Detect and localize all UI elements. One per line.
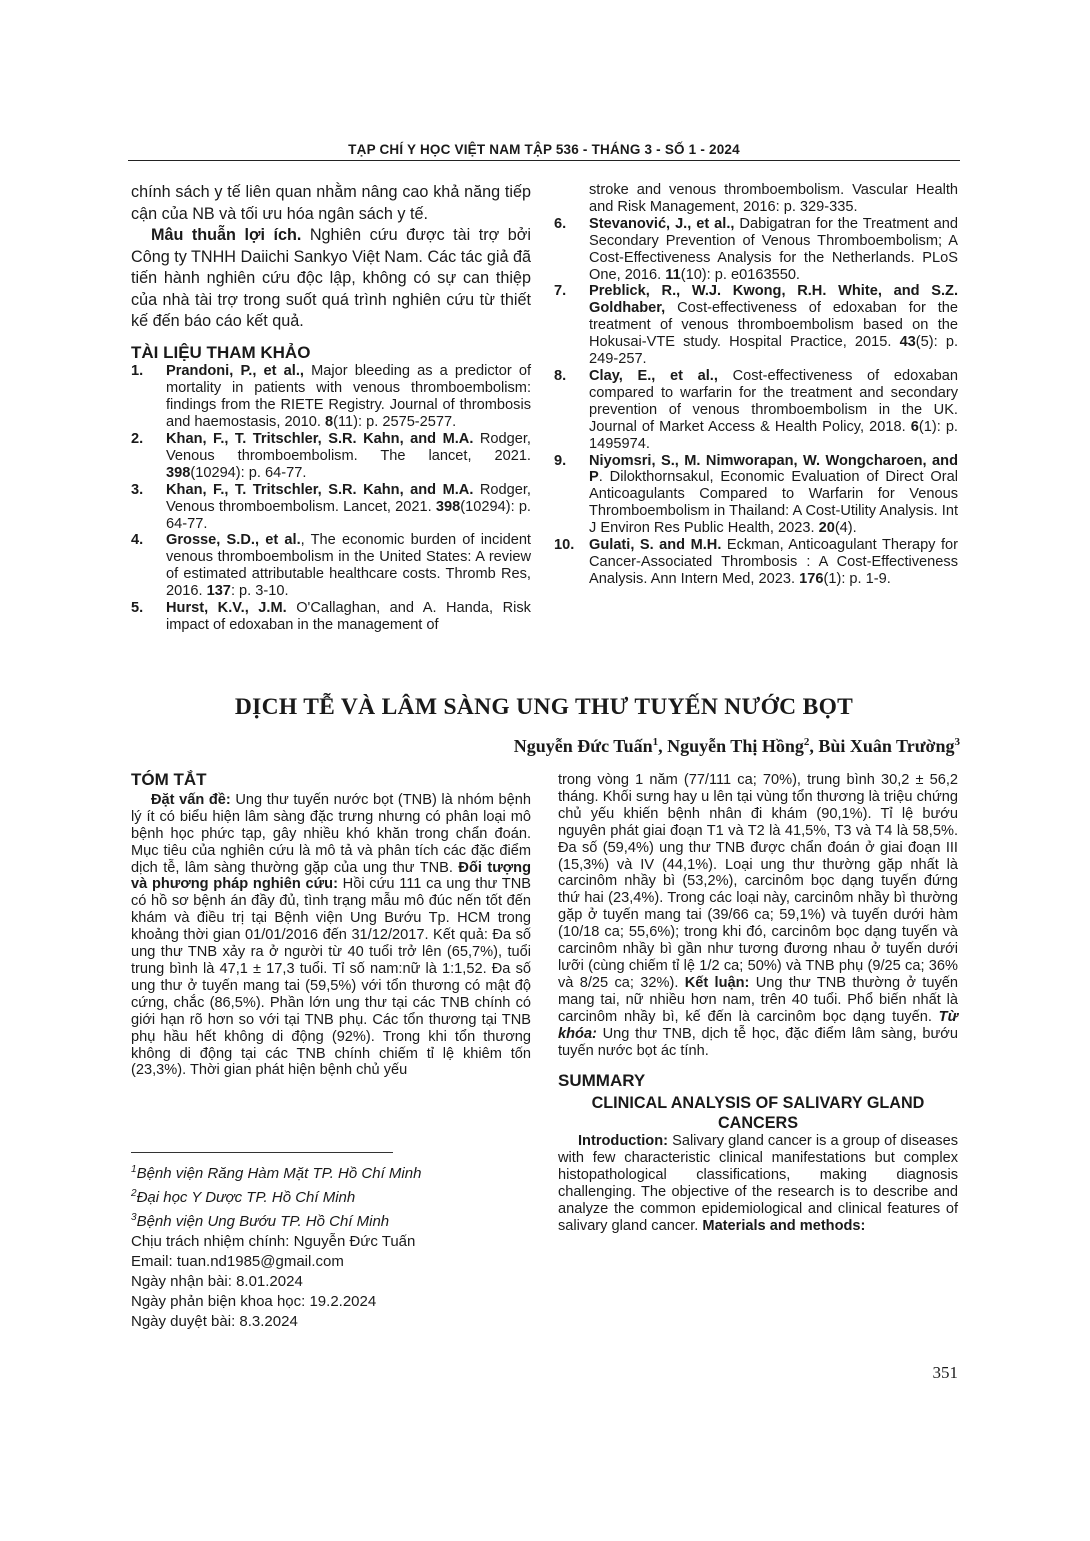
reference-pages: (1): p. 1495974. [589,418,958,452]
reference-text: Cost-effectiveness of edoxaban compared to warfarin for the treatment and secondary prevention of venous thromboembolism in the UK. Journal of Market Access & Health Policy, 2018. [589,367,958,435]
abstract-text: Ung thư TNB thường ở tuyến mang tai, nữ nhiều hơn nam, trên 40 tuổi. Phổ biến nhất là carcinôm nhầy bì, kế đến là carcinôm bọc dạng tuyến. [558,974,958,1025]
abstract-paragraph-continued [558,772,958,1059]
reference-volume: 398 [166,464,191,481]
keywords-text: Ung thư TNB, dịch tễ học, đặc điểm lâm sàng, bướu tuyến nước bọt ác tính. [558,1025,958,1059]
reference-item [554,368,958,453]
reference-authors: Grosse, S.D., et al. [166,532,301,549]
reference-authors: Clay, E., et al., [589,367,718,384]
received-date: Ngày nhận bài: 8.01.2024 [131,1273,303,1290]
author-name: Nguyễn Đức Tuấn [513,736,653,756]
author-email: Email: tuan.nd1985@gmail.com [131,1253,344,1270]
references-heading: TÀI LIỆU THAM KHẢO [131,342,311,362]
keywords-label: Từ khóa: [558,1008,958,1042]
abstract-text: trong vòng 1 năm (77/111 ca; 70%), trung bình 30,2 ± 56,2 tháng. Khối sưng hay u lên tại vùng tổn thương là triệu chứng chủ yếu khiến bệnh nhân đi khám (90,1%). Tỉ lệ bướu nguyên phát giai đoạn T1 và T2 là 41,5%, T3 và T4 là 58,5%. Đa số (59,4%) ung thư TNB được chẩn đoán ở giai đoạn III (15,3%) và IV (44,1%). Loại ung thư thường gặp nhất là carcinôm nhầy bì (53,2%), carcinôm bọc dạng tuyến đứng thứ hai (23,4%). Trong các loại này, carcinôm nhầy bì thường gặp ở tuyến mang tai (39/66 ca; 59,1%) và tuyến dưới hàm (10/18 ca; 55,6%); trong khi đó, carcinôm bọc dạng tuyến và carcinôm nhầy bì gần như tương đương nhau ở tuyến dưới lưỡi (cùng chiếm tỉ lệ 1/2 ca; 50%) và TNB phụ (9/25 ca; 36% và 8/25 ca; 32%). [558,772,958,991]
reference-number: 6. [554,215,567,232]
reference-item [131,600,531,634]
author-affiliation-mark: 3 [954,736,960,748]
references-list-left [131,363,531,634]
reference-volume: 6 [910,418,919,435]
reference-number: 2. [131,431,144,448]
reference-pages: (10294): p. 64-77. [166,498,531,532]
header-rule [128,160,960,161]
reference-number: 9. [554,452,567,469]
reference-text: Cost-effectiveness of edoxaban for the treatment of venous thromboembolism based on the Hokusai-VTE study. Hospital Practice, 2015. [589,300,958,351]
reference-number: 5. [131,600,144,617]
prev-article-left-column [131,182,531,634]
reference-pages: (10294): p. 64-77. [190,464,307,481]
reference-authors: Gulati, S. and M.H. [589,537,722,554]
prev-article-paragraph: chính sách y tế liên quan nhằm nâng cao khả năng tiếp cận của NB và tối ưu hóa ngân sách y tế. [131,183,531,223]
reference-pages: : p. 3-10. [230,583,289,600]
reference-volume: 11 [665,266,681,283]
reference-authors: Hurst, K.V., J.M. [166,600,287,617]
reference-text: Eckman, Anticoagulant Therapy for Cancer-Associated Thrombosis : A Cost-Effectiveness Analysis. Ann Intern Med, 2023. [589,537,958,587]
summary-paragraph [558,1133,958,1234]
author-name: Bùi Xuân Trường [818,736,955,756]
abstract-text: Ung thư tuyến nước bọt (TNB) là nhóm bệnh lý ít có biểu hiện lâm sàng đặc trưng nhưng có phân loại mô bệnh học phức tạp, gây nhiều khó khăn trong chẩn đoán. Mục tiêu của nghiên cứu là mô tả và phân tích các đặc điểm dịch tễ, lâm sàng thường gặp của ung thư TNB. [131,791,531,876]
abstract-paragraph [131,792,531,1079]
prev-article-right-column [554,182,958,588]
page-number: 351 [932,1363,958,1382]
author-affiliation-mark: 2 [803,736,810,748]
abstract-label-conclusion: Kết luận: [684,974,750,991]
article-title: DỊCH TỄ VÀ LÂM SÀNG UNG THƯ TUYẾN NƯỚC BỌT [234,694,854,720]
reference-item [554,283,958,368]
reference-volume: 176 [799,570,824,587]
responsible-author: Chịu trách nhiệm chính: Nguyễn Đức Tuấn [131,1233,416,1250]
reference-text: Rodger, Venous thromboembolism. The lancet, 2021. [166,431,531,464]
abstract-right-column [558,772,958,1235]
reference-volume: 8 [325,414,334,431]
reference-text: Major bleeding as a predictor of mortality in patients with venous thromboembolism: findings from the RIETE Registry. Journal of thrombosis and haemostasis, 2010. [166,363,532,431]
abstract-text: Hồi cứu 111 ca ung thư TNB có hồ sơ bệnh án đầy đủ, tình trạng mẫu mô đúc nến tốt đến khám và điều trị tại Bệnh viện Ung Bướu Tp. HCM trong khoảng thời gian 01/01/2016 đến 31/12/2017. Kết quả: Đa số ung thư TNB xảy ra ở người từ 40 tuổi trở lên (65,7%), tuổi trung bình là 47,1 ± 17,3 tuổi. Tỉ số nam:nữ là 1:1,52. Đa số ung thư ở tuyến mang tai (59,5%) với tổn thương có mật độ cứng, chắc (86,5%). Phần lớn ung thư tại các TNB chính có giới hạn rõ hơn so với tại TNB phụ. Các tổn thương tại TNB phụ hầu hết không di động (92%). Trong khi tổn thương không di động tại các TNB chính chiếm tỉ lệ khiêm tốn (23,3%). Thời gian phát hiện bệnh chủ yếu [131,876,531,1079]
authors [514,736,960,757]
approval-date: Ngày duyệt bài: 8.3.2024 [131,1313,298,1330]
reference-volume: 398 [435,498,461,515]
author-separator: , [809,736,819,756]
references-list-right [554,216,958,588]
reference-number: 1. [131,363,144,380]
reference-item [554,216,958,284]
reference-item [131,482,531,533]
author-name: Nguyễn Thị Hồng [667,736,804,756]
reference-pages: (10): p. e0163550. [680,266,800,283]
reference-item [554,537,958,588]
summary-label-introduction: Introduction: [578,1133,668,1150]
reference-number: 3. [131,481,144,498]
conflict-text: Nghiên cứu được tài trợ bởi Công ty TNHH Daiichi Sankyo Việt Nam. Các tác giả đã tiến hành nghiên cứu độc lập, không có sự can thiệp của nhà tài trợ trong suốt quá trình nghiên cứu từ thiết kế đến báo cáo kết quả. [131,226,531,330]
reference-volume: 43 [899,334,916,351]
abstract-heading: TÓM TẮT [131,770,207,789]
reference-text: Rodger, Venous thromboembolism. Lancet, 2021. [166,481,531,515]
footnote-rule [131,1152,393,1153]
reference-item [131,363,531,431]
reference-text: , The economic burden of incident venous thromboembolism in the United States: A review of estimated attributable healthcare costs. Thromb Res, 2016. [166,532,531,600]
reference-text: . Dilokthornsakul, Economic Evaluation of Direct Oral Anticoagulants Compared to Warfarin for Venous Thromboembolism in Thailand: A Cost-Utility Analysis. Int J Environ Res Public Health, 2023. [589,469,958,537]
reference-number: 10. [554,537,575,554]
reference-authors: Prandoni, P., et al., [166,363,304,380]
reference-authors: Khan, F., T. Tritschler, S.R. Kahn, and M.A. [166,431,474,448]
reference-item [131,532,531,600]
affiliation-3: $^3$Bệnh viện Ung Bướu TP. Hồ Chí Minh [131,1212,390,1230]
summary-text: Salivary gland cancer is a group of diseases with few characteristic clinical manifestations but complex histopathological classifications, making diagnosis challenging. The objective of the research is to describe and analyze the common epidemiological and clinical features of salivary gland cancer. [558,1133,958,1234]
conflict-of-interest [131,225,531,333]
review-date: Ngày phản biện khoa học: 19.2.2024 [131,1293,377,1310]
reference-authors: Khan, F., T. Tritschler, S.R. Kahn, and M.A. [166,481,474,498]
summary-title: CLINICAL ANALYSIS OF SALIVARY GLAND CANCERS [591,1094,925,1133]
author-separator: , [658,736,668,756]
reference-authors: Niyomsri, S., M. Nimworapan, W. Wongcharoen, and P [589,452,958,486]
reference-number: 8. [554,367,567,384]
journal-header: TẠP CHÍ Y HỌC VIỆT NAM TẬP 536 - THÁNG 3 - SỐ 1 - 2024 [348,142,740,157]
prev-article-intro [131,182,531,333]
affiliation-2: $^2$Đại học Y Dược TP. Hồ Chí Minh [131,1188,356,1206]
abstract-label-background: Đặt vấn đề: [151,791,231,808]
reference-volume: 20 [818,520,835,537]
reference-number: 4. [131,532,144,549]
reference-authors: Stevanović, J., et al., [589,215,735,232]
author-affiliation-mark: 1 [652,736,659,748]
reference-text: Dabigatran for the Treatment and Secondary Prevention of Venous Thromboembolism; A Cost-Effectiveness Analysis for the Netherlands. PLoS One, 2016. [589,215,958,283]
reference-text: O'Callaghan, and A. Handa, Risk impact of edoxaban in the management of [166,600,531,633]
reference-number: 7. [554,283,567,300]
reference-item [554,453,958,538]
footnotes [131,1160,421,1332]
conflict-label: Mâu thuẫn lợi ích. [151,226,302,244]
summary-heading: SUMMARY [558,1071,646,1091]
summary-label-methods: Materials and methods: [702,1217,866,1234]
reference-pages: (4). [834,520,857,537]
reference-item [131,431,531,482]
reference-volume: 137 [206,583,231,600]
affiliation-1: $^1$Bệnh viện Răng Hàm Mặt TP. Hồ Chí Minh [131,1164,422,1182]
abstract-left-column [131,772,531,1079]
reference-pages: (1): p. 1-9. [823,570,891,587]
reference-authors: Preblick, R., W.J. Kwong, R.H. White, and S.Z. Goldhaber, [589,283,958,317]
abstract-label-methods: Đối tượng và phương pháp nghiên cứu: [131,859,531,893]
reference-pages: (5): p. 249-257. [589,334,959,368]
reference-pages: (11): p. 2575-2577. [333,414,457,431]
reference-5-continued: stroke and venous thromboembolism. Vascular Health and Risk Management, 2016: p. 329-335. [589,182,958,215]
